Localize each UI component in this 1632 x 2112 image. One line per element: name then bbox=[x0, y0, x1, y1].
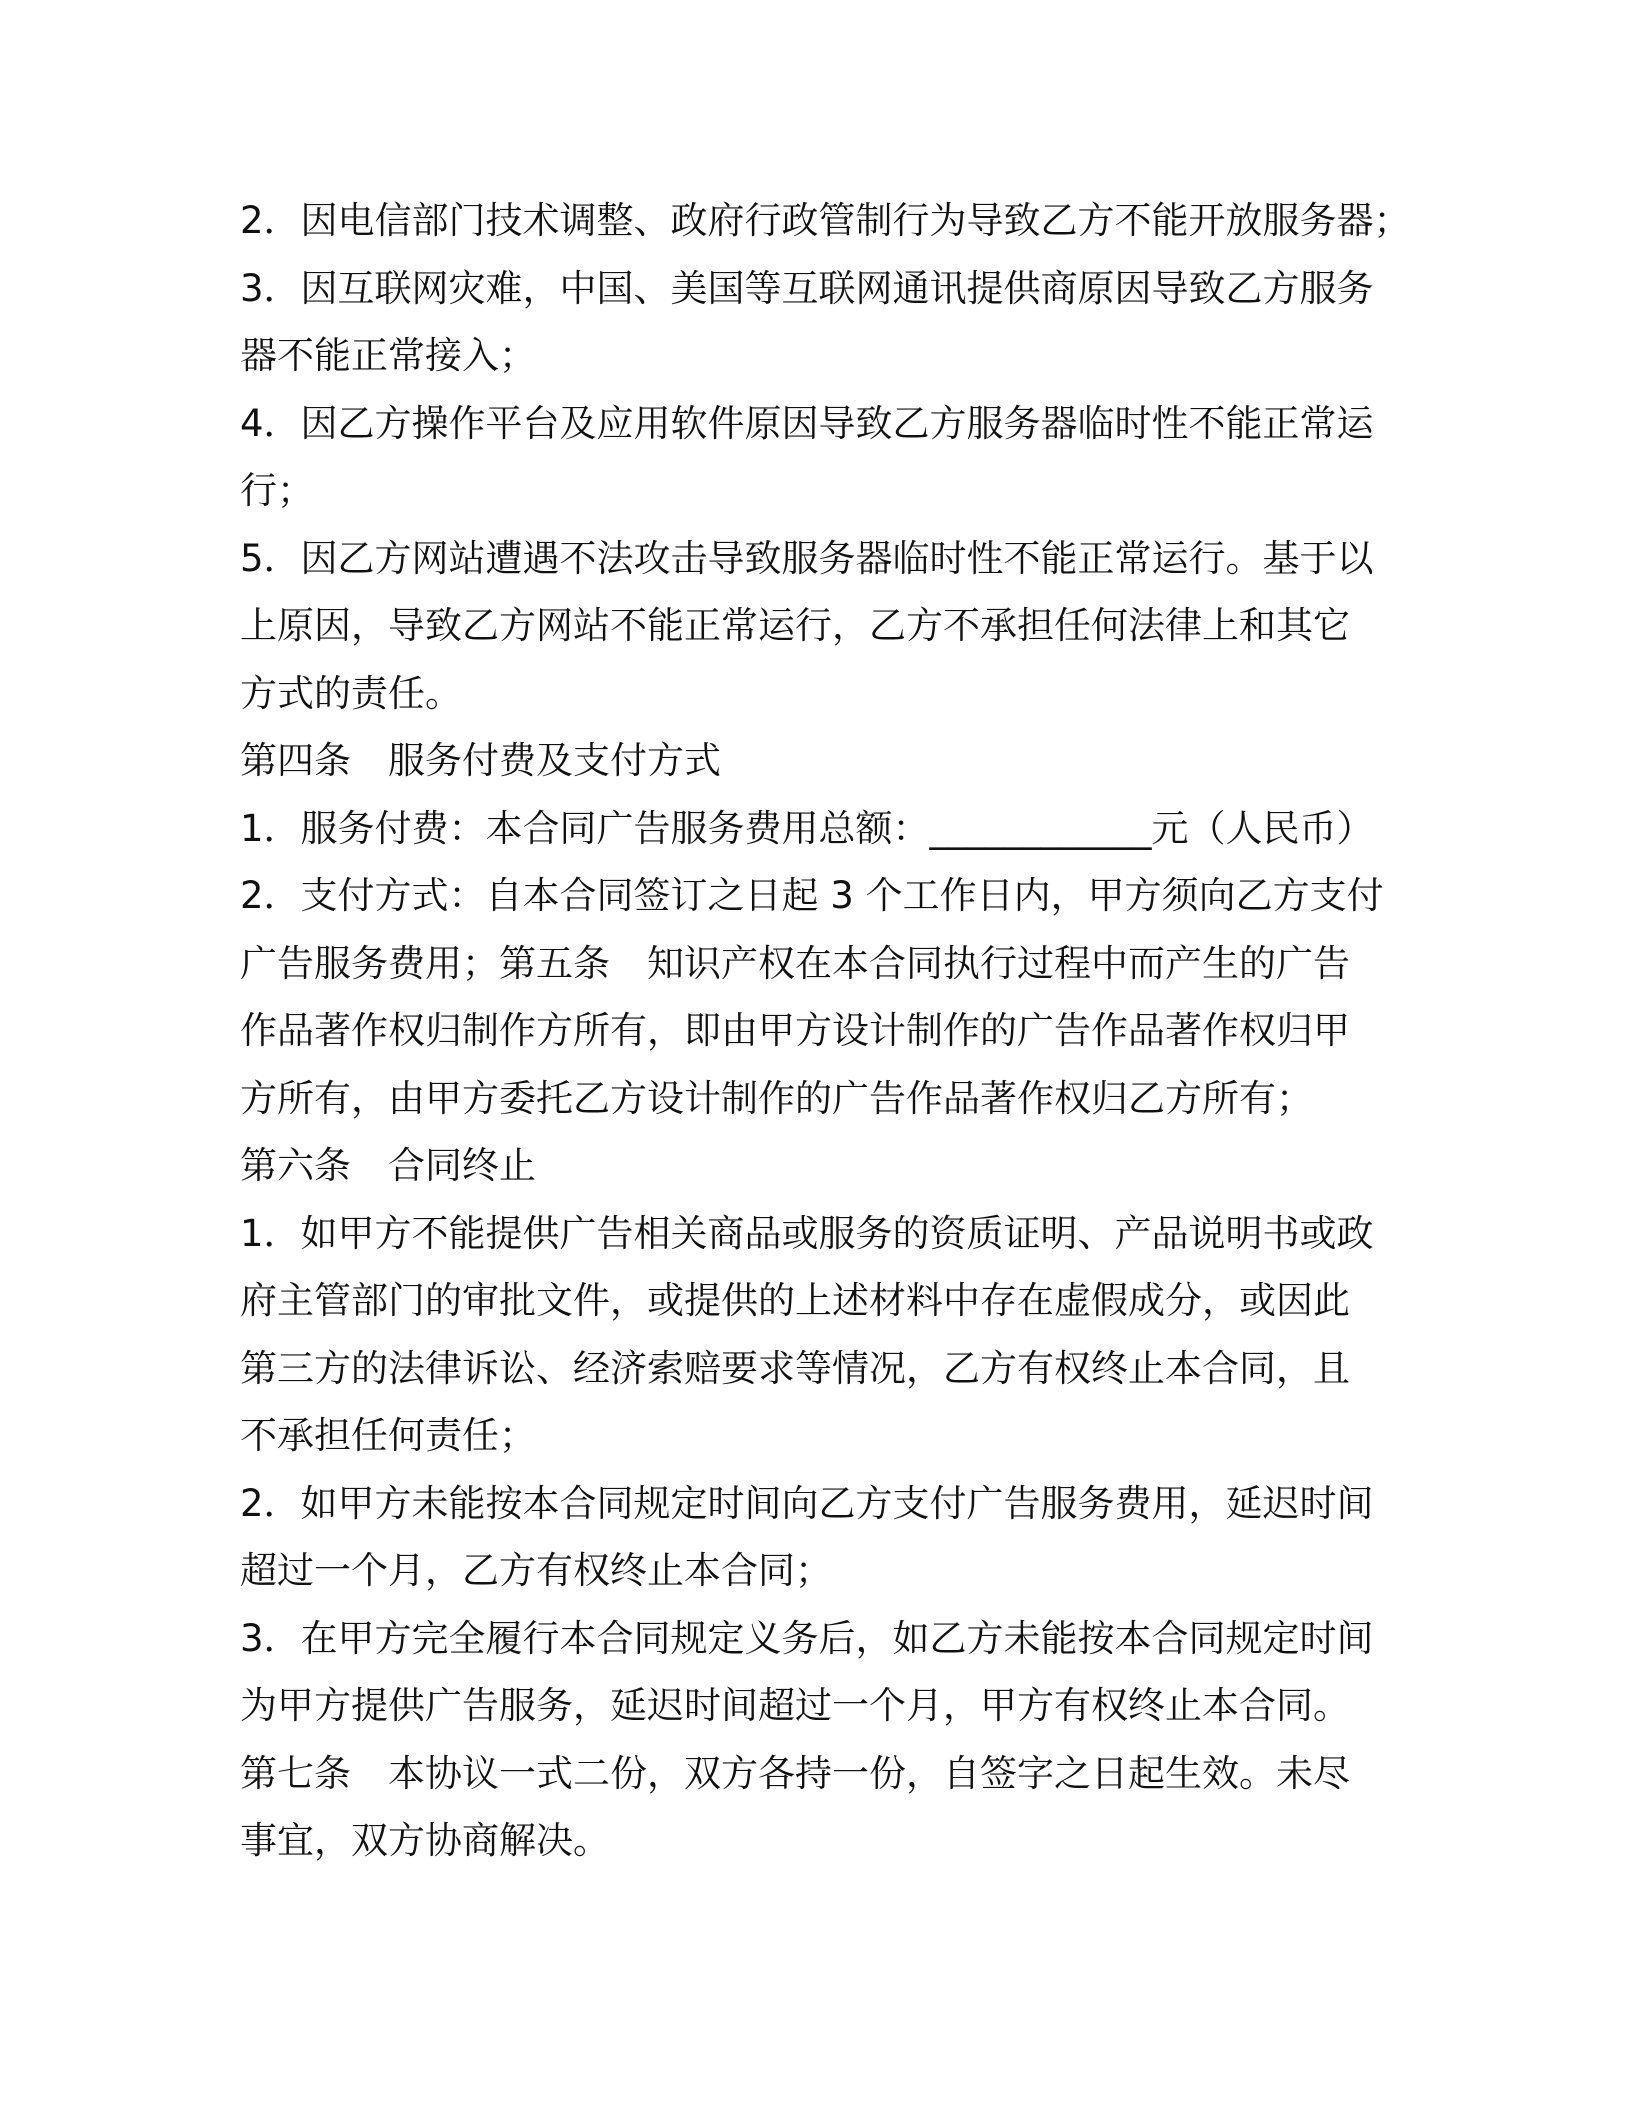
text-line: 行； bbox=[240, 469, 314, 512]
text-line: 2．支付方式：自本合同签订之日起 3 个工作日内，甲方须向乙方支付 bbox=[240, 874, 1384, 917]
section-heading: 第四条 服务付费及支付方式 bbox=[240, 739, 721, 782]
text-line: 1．如甲方不能提供广告相关商品或服务的资质证明、产品说明书或政 bbox=[240, 1211, 1374, 1255]
text-line: 2．如甲方未能按本合同规定时间向乙方支付广告服务费用，延迟时间 bbox=[240, 1481, 1374, 1525]
text-line: 1．服务付费：本合同广告服务费用总额：____________元（人民币） bbox=[240, 806, 1374, 850]
text-line: 府主管部门的审批文件，或提供的上述材料中存在虚假成分，或因此 bbox=[240, 1279, 1350, 1322]
text-line: 上原因，导致乙方网站不能正常运行，乙方不承担任何法律上和其它 bbox=[240, 604, 1350, 647]
section-heading: 第六条 合同终止 bbox=[240, 1144, 536, 1187]
section-heading: 第七条 本协议一式二份，双方各持一份，自签字之日起生效。未尽 bbox=[240, 1751, 1350, 1795]
text-line: 为甲方提供广告服务，延迟时间超过一个月，甲方有权终止本合同。 bbox=[240, 1684, 1350, 1727]
text-line: 3．在甲方完全履行本合同规定义务后，如乙方未能按本合同规定时间 bbox=[240, 1616, 1374, 1660]
text-line: 广告服务费用；第五条 知识产权在本合同执行过程中而产生的广告 bbox=[240, 941, 1350, 985]
text-line: 作品著作权归制作方所有，即由甲方设计制作的广告作品著作权归甲 bbox=[240, 1009, 1350, 1052]
text-line: 超过一个月，乙方有权终止本合同； bbox=[240, 1549, 832, 1592]
text-line: 第三方的法律诉讼、经济索赔要求等情况，乙方有权终止本合同，且 bbox=[240, 1346, 1350, 1390]
contract-text bbox=[240, 187, 1411, 1875]
text-line: 方式的责任。 bbox=[240, 671, 462, 715]
text-line: 事宜，双方协商解决。 bbox=[240, 1819, 610, 1862]
text-line: 4．因乙方操作平台及应用软件原因导致乙方服务器临时性不能正常运 bbox=[240, 401, 1374, 445]
text-line: 3．因互联网灾难，中国、美国等互联网通讯提供商原因导致乙方服务 bbox=[240, 266, 1374, 310]
text-line: 不承担任何责任； bbox=[240, 1414, 536, 1457]
text-line: 2．因电信部门技术调整、政府行政管制行为导致乙方不能开放服务器； bbox=[240, 199, 1411, 242]
text-line: 器不能正常接入； bbox=[240, 334, 536, 377]
text-line: 5．因乙方网站遭遇不法攻击导致服务器临时性不能正常运行。基于以 bbox=[240, 536, 1374, 580]
text-line: 方所有，由甲方委托乙方设计制作的广告作品著作权归乙方所有； bbox=[240, 1076, 1313, 1120]
